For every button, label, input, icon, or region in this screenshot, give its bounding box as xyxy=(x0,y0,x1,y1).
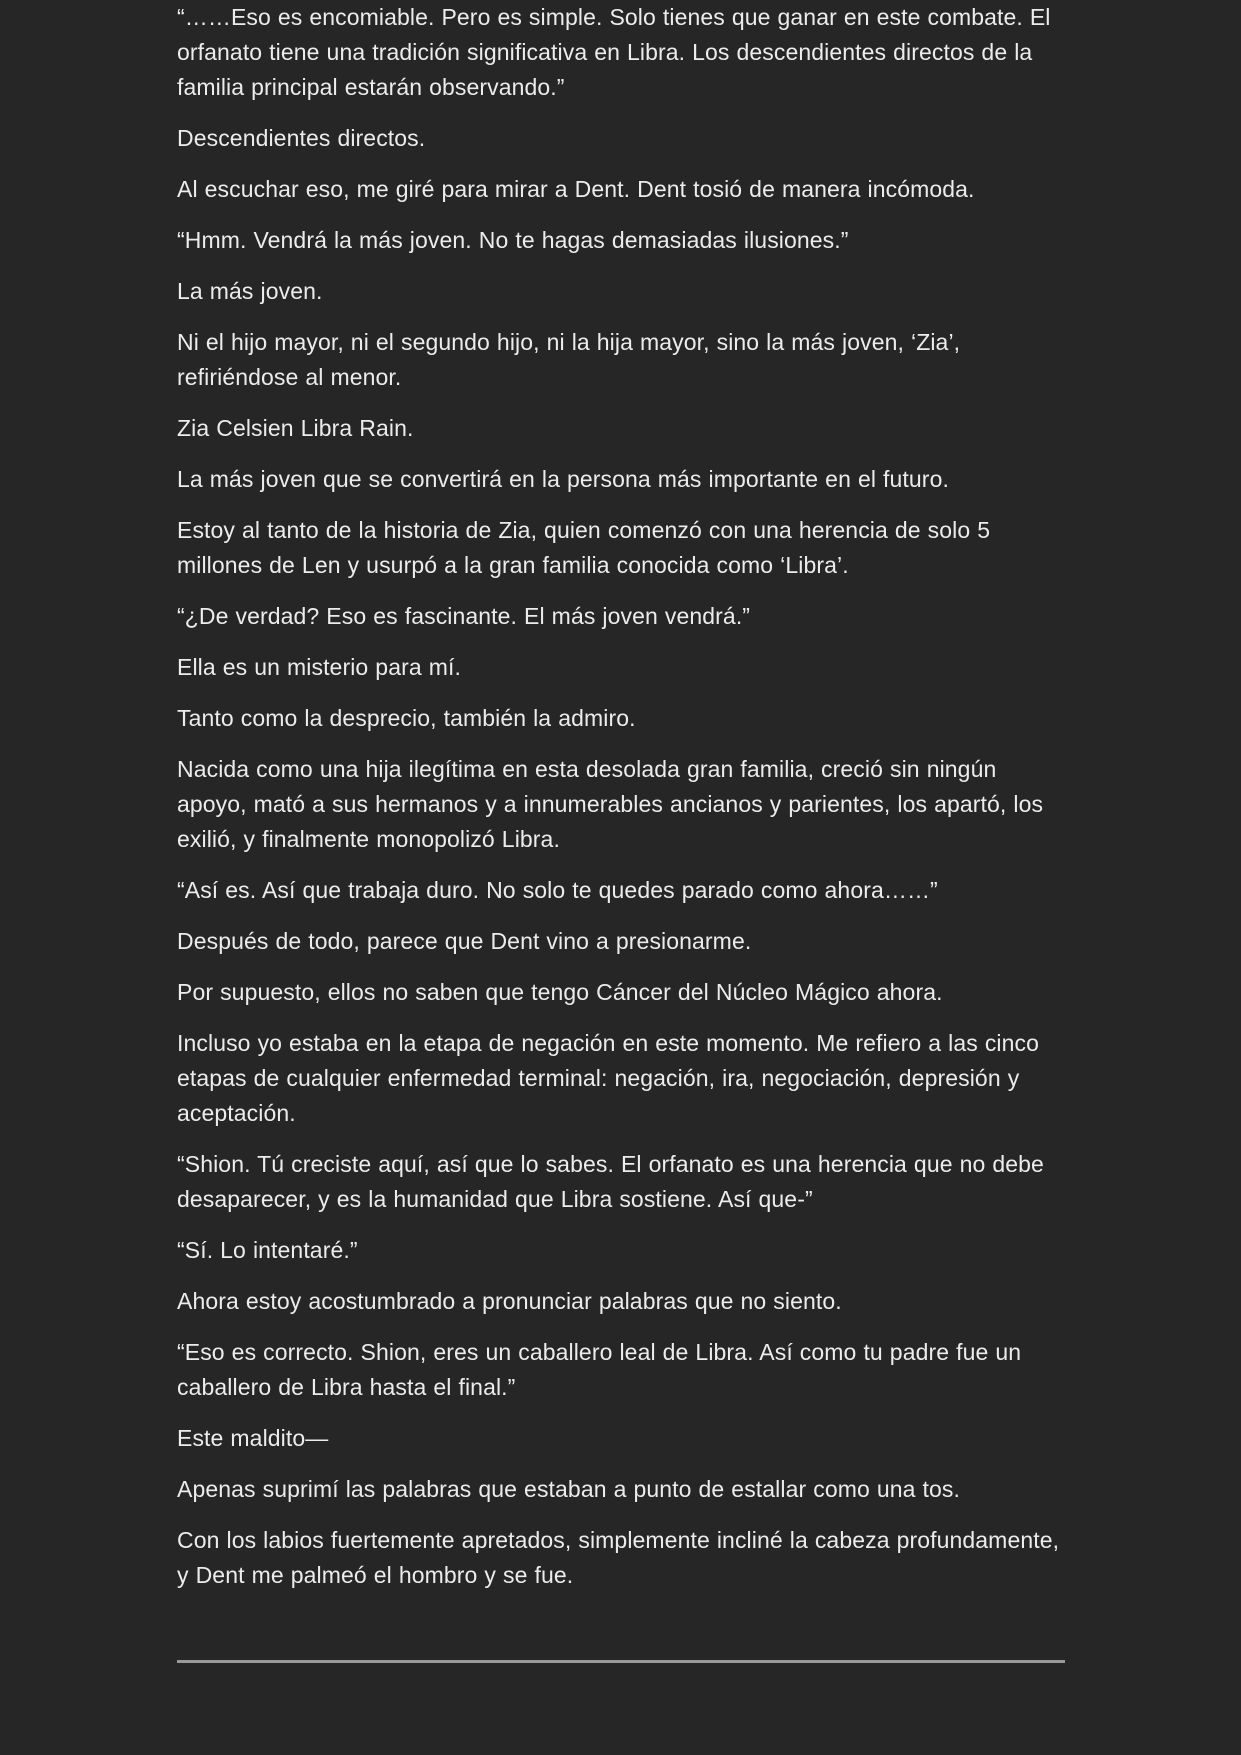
paragraph: Con los labios fuertemente apretados, simplemente incliné la cabeza profundamente, y Dent me palmeó el hombro y se fue. xyxy=(177,1527,1060,1588)
paragraph: Por supuesto, ellos no saben que tengo Cáncer del Núcleo Mágico ahora. xyxy=(177,979,943,1005)
paragraph: “¿De verdad? Eso es fascinante. El más joven vendrá.” xyxy=(177,603,751,629)
chapter-text xyxy=(177,0,1065,1609)
paragraph: Descendientes directos. xyxy=(177,125,426,151)
paragraph: La más joven que se convertirá en la persona más importante en el futuro. xyxy=(177,466,949,492)
paragraph: Ahora estoy acostumbrado a pronunciar palabras que no siento. xyxy=(177,1288,842,1314)
paragraph: Ni el hijo mayor, ni el segundo hijo, ni la hija mayor, sino la más joven, ‘Zia’, refiriéndose al menor. xyxy=(177,329,961,390)
paragraph: Apenas suprimí las palabras que estaban a punto de estallar como una tos. xyxy=(177,1476,961,1502)
section-divider xyxy=(177,1660,1065,1663)
paragraph: “Eso es correcto. Shion, eres un caballero leal de Libra. Así como tu padre fue un caballero de Libra hasta el final.” xyxy=(177,1339,1022,1400)
paragraph: La más joven. xyxy=(177,278,323,304)
paragraph: “……Eso es encomiable. Pero es simple. Solo tienes que ganar en este combate. El orfanato tiene una tradición significativa en Libra. Los descendientes directos de la familia principal estarán observando.” xyxy=(177,4,1051,100)
paragraph: Incluso yo estaba en la etapa de negación en este momento. Me refiero a las cinco etapas de cualquier enfermedad terminal: negación, ira, negociación, depresión y aceptación. xyxy=(177,1030,1040,1126)
paragraph: “Sí. Lo intentaré.” xyxy=(177,1237,358,1263)
paragraph: “Así es. Así que trabaja duro. No solo te quedes parado como ahora……” xyxy=(177,877,938,903)
paragraph: Este maldito— xyxy=(177,1425,329,1451)
paragraph: Después de todo, parece que Dent vino a presionarme. xyxy=(177,928,752,954)
paragraph: Estoy al tanto de la historia de Zia, quien comenzó con una herencia de solo 5 millones de Len y usurpó a la gran familia conocida como ‘Libra’. xyxy=(177,517,991,578)
paragraph: Al escuchar eso, me giré para mirar a Dent. Dent tosió de manera incómoda. xyxy=(177,176,975,202)
paragraph: Ella es un misterio para mí. xyxy=(177,654,461,680)
paragraph: Tanto como la desprecio, también la admiro. xyxy=(177,705,636,731)
paragraph: Nacida como una hija ilegítima en esta desolada gran familia, creció sin ningún apoyo, mató a sus hermanos y a innumerables ancianos y parientes, los apartó, los exilió, y finalmente monopolizó Libra. xyxy=(177,756,1044,852)
paragraph: Zia Celsien Libra Rain. xyxy=(177,415,414,441)
paragraph: “Shion. Tú creciste aquí, así que lo sabes. El orfanato es una herencia que no debe desaparecer, y es la humanidad que Libra sostiene. Así que-” xyxy=(177,1151,1044,1212)
paragraph: “Hmm. Vendrá la más joven. No te hagas demasiadas ilusiones.” xyxy=(177,227,849,253)
